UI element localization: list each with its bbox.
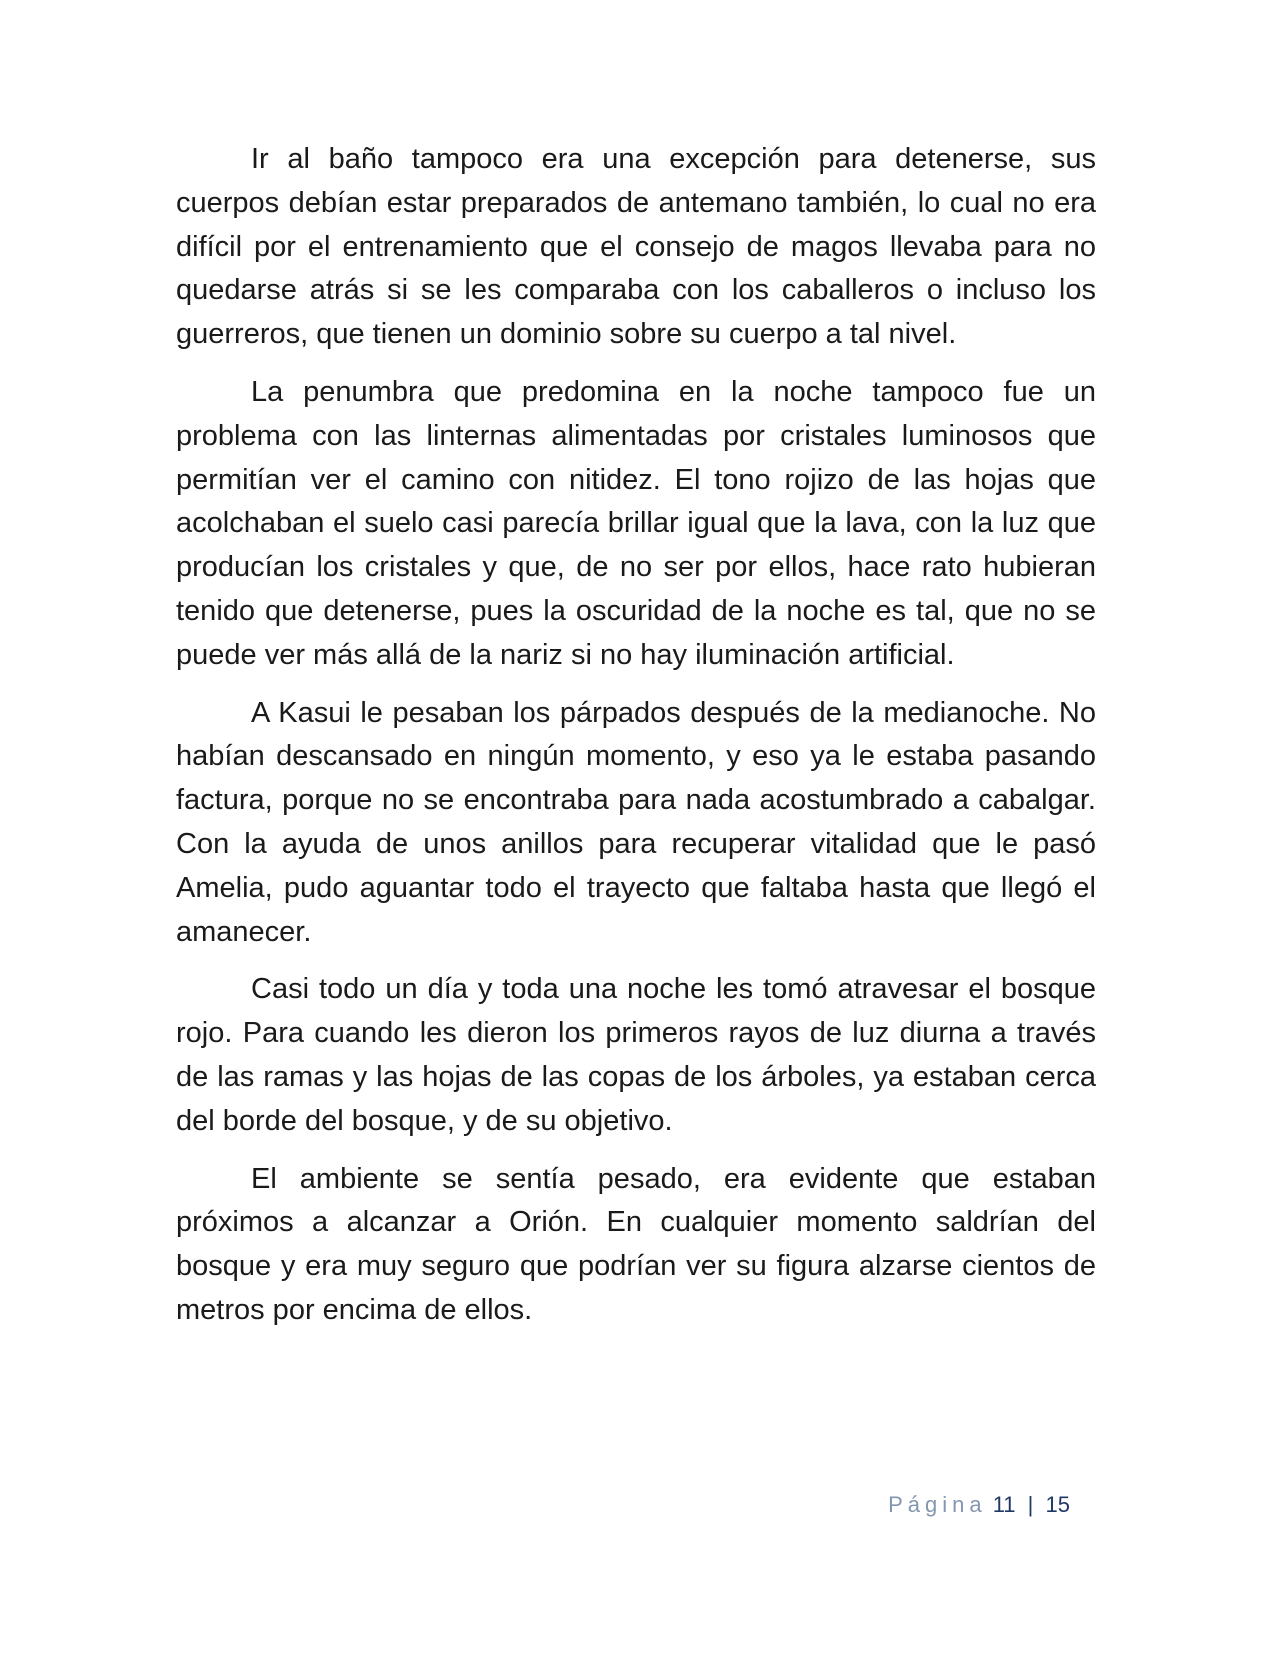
document-body [176, 138, 1096, 1347]
paragraph-5: El ambiente se sentía pesado, era evidente que estaban próximos a alcanzar a Orión. En cualquier momento saldrían del bosque y era muy seguro que podrían ver su figura alzarse cientos de metros por encima de ellos. [176, 1162, 1096, 1326]
page-total: 15 [1045, 1492, 1070, 1517]
paragraph-1: Ir al baño tampoco era una excepción para detenerse, sus cuerpos debían estar preparados de antemano también, lo cual no era difícil por el entrenamiento que el consejo de magos llevaba para no quedarse atrás si se les comparaba con los caballeros o incluso los guerreros, que tienen un dominio sobre su cuerpo a tal nivel. [176, 143, 1096, 351]
paragraph-4: Casi todo un día y toda una noche les tomó atravesar el bosque rojo. Para cuando les dieron los primeros rayos de luz diurna a través de las ramas y las hojas de las copas de los árboles, ya estaban cerca del borde del bosque, y de su objetivo. [176, 973, 1096, 1137]
page-label: Página [888, 1492, 987, 1517]
paragraph-2: La penumbra que predomina en la noche tampoco fue un problema con las linternas alimentadas por cristales luminosos que permitían ver el camino con nitidez. El tono rojizo de las hojas que acolchaban el suelo casi parecía brillar igual que la lava, con la luz que producían los cristales y que, de no ser por ellos, hace rato hubieran tenido que detenerse, pues la oscuridad de la noche es tal, que no se puede ver más allá de la nariz si no hay iluminación artificial. [176, 375, 1096, 671]
paragraph-3: A Kasui le pesaban los párpados después de la medianoche. No habían descansado en ningún momento, y eso ya le estaba pasando factura, porque no se encontraba para nada acostumbrado a cabalgar. Con la ayuda de unos anillos para recuperar vitalidad que le pasó Amelia, pudo aguantar todo el trayecto que faltaba hasta que llegó el amanecer. [176, 696, 1096, 948]
page-footer [888, 1490, 1070, 1520]
page-separator: | [1027, 1492, 1034, 1517]
page-number: 11 [992, 1492, 1016, 1517]
